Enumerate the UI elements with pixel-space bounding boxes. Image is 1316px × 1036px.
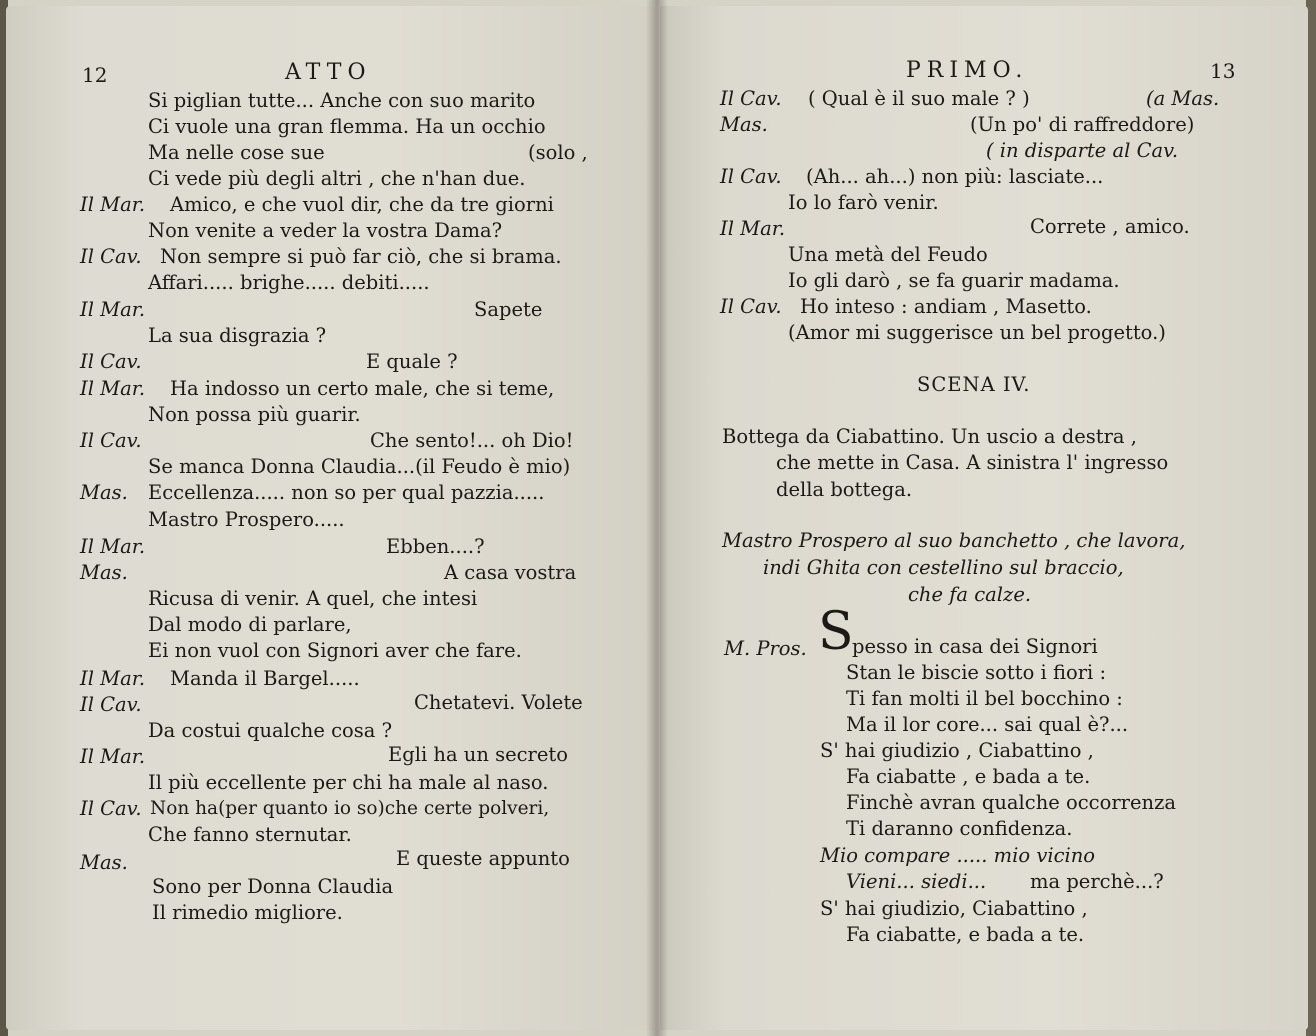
song-line: ma perchè...? — [1030, 870, 1164, 893]
line: (Amor mi suggerisce un bel progetto.) — [788, 321, 1166, 344]
song-line: Ti fan molti il bel bocchino : — [846, 687, 1123, 710]
line: (Ah... ah...) non più: lasciate... — [806, 165, 1104, 188]
song-line: Fa ciabatte , e bada a te. — [846, 765, 1091, 788]
line: Manda il Bargel..... — [170, 667, 360, 690]
speaker-label: M. Pros. — [724, 637, 807, 660]
line: ( Qual è il suo male ? ) — [808, 87, 1030, 110]
line: Si piglian tutte... Anche con suo marito — [148, 89, 536, 112]
line: (Un po' di raffreddore) — [970, 113, 1195, 136]
line: Mastro Prospero..... — [148, 508, 345, 531]
line: Non ha(per quanto io so)che certe polveri, — [150, 798, 550, 819]
line: A casa vostra — [444, 561, 577, 584]
right-running-head: PRIMO. — [906, 58, 1029, 83]
line: Ho inteso : andiam , Masetto. — [800, 295, 1092, 318]
stage-direction: Mastro Prospero al suo banchetto , che lavora, — [722, 529, 1186, 552]
line: Non venite a veder la vostra Dama? — [148, 219, 503, 242]
line: Ei non vuol con Signori aver che fare. — [148, 639, 522, 662]
speaker-label: Il Cav. — [720, 87, 782, 110]
left-page-number: 12 — [82, 63, 108, 87]
line: Una metà del Feudo — [788, 243, 988, 266]
speaker-label: Il Cav. — [80, 693, 142, 716]
speaker-label: Il Cav. — [80, 245, 142, 268]
line: Ma nelle cose sue — [148, 141, 325, 164]
song-line: pesso in casa dei Signori — [852, 635, 1098, 658]
line: Che sento!... oh Dio! — [370, 429, 574, 452]
speaker-label: Il Mar. — [80, 535, 146, 558]
song-line: S' hai giudizio , Ciabattino , — [820, 739, 1094, 762]
line: Non sempre si può far ciò, che si brama. — [160, 245, 562, 268]
drop-cap: S — [818, 602, 854, 662]
line: Ci vede più degli altri , che n'han due. — [148, 167, 526, 190]
speaker-label: Il Cav. — [80, 350, 142, 373]
song-line: Finchè avran qualche occorrenza — [846, 791, 1176, 814]
line: Da costui qualche cosa ? — [148, 719, 393, 742]
line: Correte , amico. — [1030, 215, 1190, 238]
speaker-label: Il Cav. — [720, 165, 782, 188]
setting-line: Bottega da Ciabattino. Un uscio a destra , — [722, 425, 1137, 448]
stage-direction: indi Ghita con cestellino sul braccio, — [763, 556, 1124, 579]
line: Ebben....? — [386, 535, 485, 558]
speaker-label: Mas. — [80, 561, 128, 584]
scene-title: SCENA IV. — [917, 373, 1031, 396]
speaker-label: Mas. — [80, 851, 128, 874]
line: Il più eccellente per chi ha male al naso. — [148, 771, 549, 794]
line: Ha indosso un certo male, che si teme, — [170, 377, 555, 400]
speaker-label: Il Mar. — [80, 745, 146, 768]
song-line: S' hai giudizio, Ciabattino , — [820, 897, 1088, 920]
setting-line: che mette in Casa. A sinistra l' ingresso — [776, 451, 1169, 474]
song-line: Mio compare ..... mio vicino — [820, 844, 1096, 867]
speaker-label: Il Cav. — [80, 797, 142, 820]
line: Se manca Donna Claudia...(il Feudo è mio) — [148, 455, 571, 478]
song-line: Fa ciabatte, e bada a te. — [846, 923, 1085, 946]
line: La sua disgrazia ? — [148, 324, 327, 347]
line: Egli ha un secreto — [388, 743, 568, 766]
song-line: Ma il lor core... sai qual è?... — [846, 713, 1129, 736]
left-running-head: ATTO — [285, 60, 372, 85]
speaker-label: Mas. — [80, 481, 128, 504]
stage-direction: che fa calze. — [908, 583, 1032, 606]
line: Ricusa di venir. A quel, che intesi — [148, 587, 478, 610]
stage-direction: (a Mas. — [1146, 87, 1220, 110]
song-line: Stan le biscie sotto i fiori : — [846, 661, 1107, 684]
speaker-label: Il Cav. — [720, 295, 782, 318]
stage-direction: ( in disparte al Cav. — [986, 139, 1179, 162]
stage-direction: (solo , — [528, 141, 588, 164]
speaker-label: Il Mar. — [720, 217, 786, 240]
speaker-label: Il Mar. — [80, 193, 146, 216]
right-page-number: 13 — [1210, 59, 1236, 83]
speaker-label: Il Mar. — [80, 667, 146, 690]
speaker-label: Mas. — [720, 113, 768, 136]
speaker-label: Il Mar. — [80, 377, 146, 400]
setting-line: della bottega. — [776, 478, 913, 501]
line: Eccellenza..... non so per qual pazzia..... — [148, 481, 545, 504]
line: Io lo farò venir. — [788, 191, 939, 214]
speaker-label: Il Cav. — [80, 429, 142, 452]
line: Affari..... brighe..... debiti..... — [148, 271, 430, 294]
line: Sapete — [474, 298, 543, 321]
page-gutter — [646, 0, 668, 1036]
song-line: Vieni... siedi... — [846, 870, 987, 893]
line: E quale ? — [366, 350, 458, 373]
line: Che fanno sternutar. — [148, 823, 352, 846]
line: Ci vuole una gran flemma. Ha un occhio — [148, 115, 546, 138]
song-line: Ti daranno confidenza. — [846, 817, 1073, 840]
line: Non possa più guarir. — [148, 403, 361, 426]
line: Io gli darò , se fa guarir madama. — [788, 269, 1120, 292]
speaker-label: Il Mar. — [80, 298, 146, 321]
line: Il rimedio migliore. — [152, 901, 343, 924]
line: Amico, e che vuol dir, che da tre giorni — [170, 193, 554, 216]
line: Chetatevi. Volete — [414, 691, 583, 714]
line: Dal modo di parlare, — [148, 613, 352, 636]
line: E queste appunto — [396, 847, 570, 870]
line: Sono per Donna Claudia — [152, 875, 394, 898]
